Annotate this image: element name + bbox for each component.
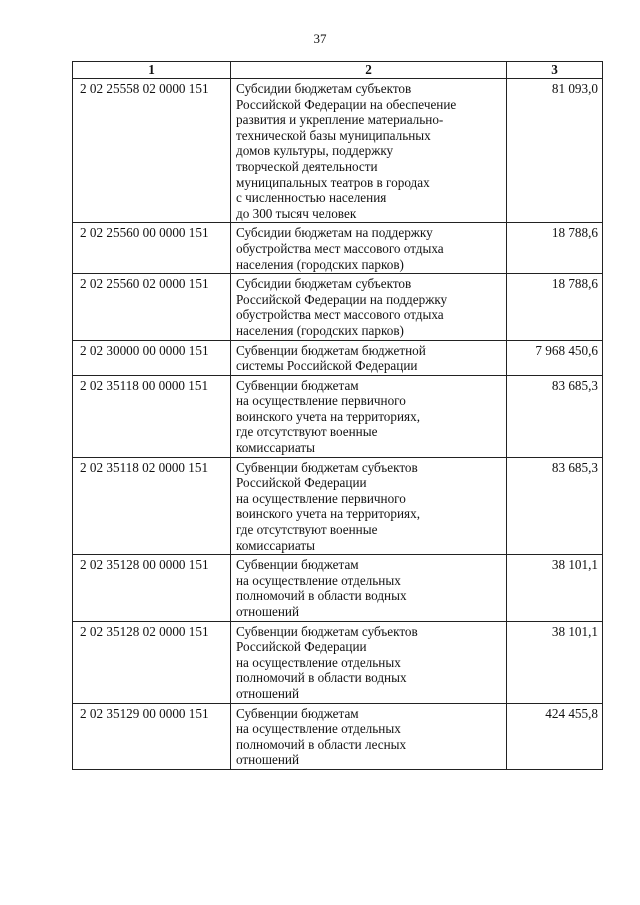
code-cell: 2 02 35118 00 0000 151 — [73, 375, 231, 457]
amount-cell: 83 685,3 — [507, 457, 603, 555]
header-col-1: 1 — [73, 62, 231, 79]
amount-cell: 18 788,6 — [507, 223, 603, 274]
code-cell: 2 02 35118 02 0000 151 — [73, 457, 231, 555]
table-row — [73, 457, 603, 555]
header-row — [73, 62, 603, 79]
budget-table — [72, 61, 603, 770]
amount-cell: 81 093,0 — [507, 79, 603, 223]
amount-cell: 83 685,3 — [507, 375, 603, 457]
amount-cell: 18 788,6 — [507, 274, 603, 340]
code-cell: 2 02 35129 00 0000 151 — [73, 703, 231, 769]
table-row — [73, 375, 603, 457]
amount-cell: 38 101,1 — [507, 555, 603, 621]
code-cell: 2 02 35128 02 0000 151 — [73, 621, 231, 703]
description-cell: Субвенции бюджетам на осуществление отдельных полномочий в области лесных отношений — [231, 703, 507, 769]
table-row — [73, 79, 603, 223]
page-number: 37 — [313, 31, 327, 46]
description-cell: Субсидии бюджетам субъектов Российской Федерации на обеспечение развития и укрепление материально- технической базы муниципальных домов культуры, поддержку творческой деятельности муниципальных театров в городах с численностью населения до 300 тысяч человек — [231, 79, 507, 223]
amount-cell: 7 968 450,6 — [507, 340, 603, 375]
code-cell: 2 02 35128 00 0000 151 — [73, 555, 231, 621]
table-row — [73, 621, 603, 703]
table-row — [73, 223, 603, 274]
description-cell: Субвенции бюджетам субъектов Российской Федерации на осуществление отдельных полномочий в области водных отношений — [231, 621, 507, 703]
code-cell: 2 02 25558 02 0000 151 — [73, 79, 231, 223]
description-cell: Субвенции бюджетам субъектов Российской Федерации на осуществление первичного воинского учета на территориях, где отсутствуют военные комиссариаты — [231, 457, 507, 555]
code-cell: 2 02 30000 00 0000 151 — [73, 340, 231, 375]
description-cell: Субвенции бюджетам на осуществление отдельных полномочий в области водных отношений — [231, 555, 507, 621]
description-cell: Субсидии бюджетам на поддержку обустройства мест массового отдыха населения (городских парков) — [231, 223, 507, 274]
code-cell: 2 02 25560 00 0000 151 — [73, 223, 231, 274]
table-row — [73, 340, 603, 375]
code-cell: 2 02 25560 02 0000 151 — [73, 274, 231, 340]
description-cell: Субсидии бюджетам субъектов Российской Федерации на поддержку обустройства мест массового отдыха населения (городских парков) — [231, 274, 507, 340]
table-row — [73, 274, 603, 340]
table-row — [73, 703, 603, 769]
header-col-3: 3 — [507, 62, 603, 79]
description-cell: Субвенции бюджетам на осуществление первичного воинского учета на территориях, где отсутствуют военные комиссариаты — [231, 375, 507, 457]
amount-cell: 38 101,1 — [507, 621, 603, 703]
table-row — [73, 555, 603, 621]
header-col-2: 2 — [231, 62, 507, 79]
amount-cell: 424 455,8 — [507, 703, 603, 769]
description-cell: Субвенции бюджетам бюджетной системы Российской Федерации — [231, 340, 507, 375]
